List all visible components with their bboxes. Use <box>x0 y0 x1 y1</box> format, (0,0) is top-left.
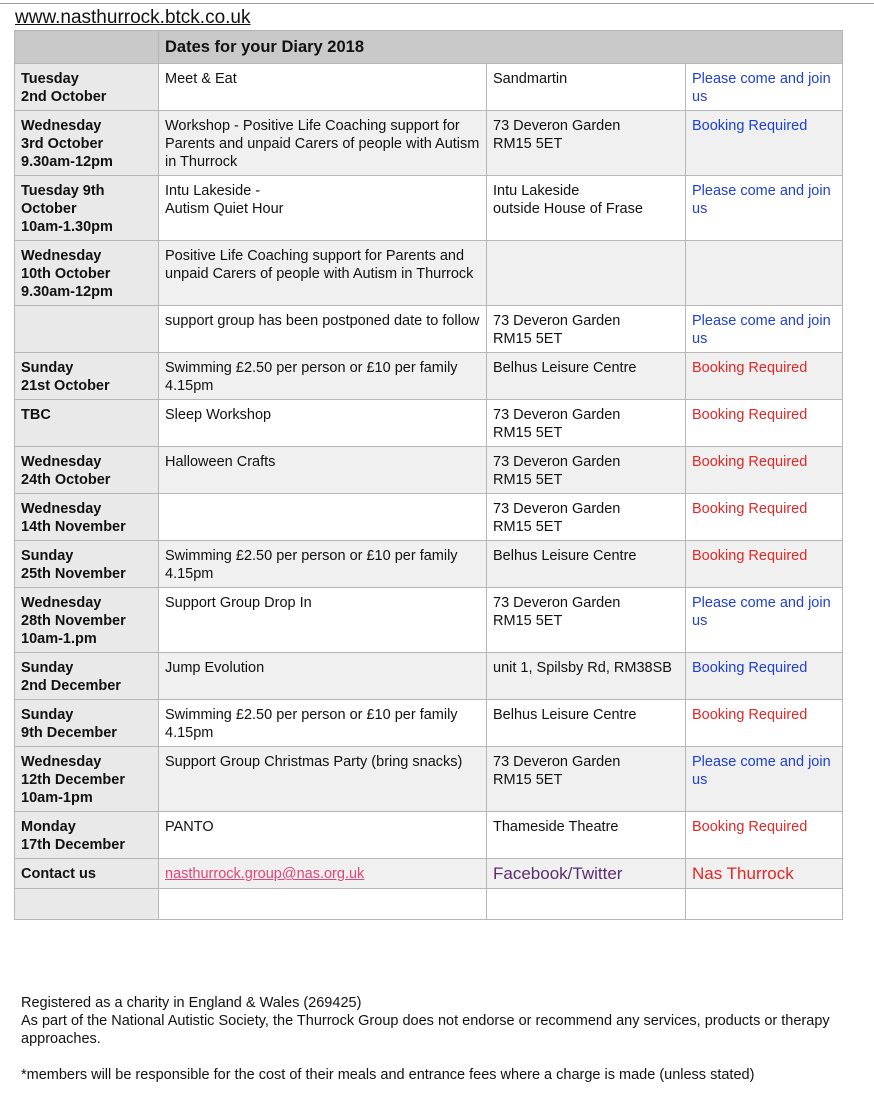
event-note <box>686 241 843 306</box>
event-date: Monday 17th December <box>15 812 159 859</box>
event-venue: Belhus Leisure Centre <box>487 700 686 747</box>
event-title: Support Group Drop In <box>159 588 487 653</box>
table-row <box>15 64 843 111</box>
header-blank-cell <box>15 31 159 64</box>
event-date: Sunday 2nd December <box>15 653 159 700</box>
footer <box>21 994 841 1084</box>
event-title: Meet & Eat <box>159 64 487 111</box>
contact-label: Contact us <box>21 866 96 882</box>
event-title: Swimming £2.50 per person or £10 per family 4.15pm <box>159 700 487 747</box>
event-venue: 73 Deveron Garden RM15 5ET <box>487 447 686 494</box>
event-date: Sunday 9th December <box>15 700 159 747</box>
event-date: TBC <box>15 400 159 447</box>
event-title: Swimming £2.50 per person or £10 per family 4.15pm <box>159 353 487 400</box>
event-venue: 73 Deveron Garden RM15 5ET <box>487 306 686 353</box>
table-row <box>15 812 843 859</box>
event-venue: unit 1, Spilsby Rd, RM38SB <box>487 653 686 700</box>
event-date: Tuesday 9th October 10am-1.30pm <box>15 176 159 241</box>
event-venue: 73 Deveron Garden RM15 5ET <box>487 588 686 653</box>
event-venue: 73 Deveron Garden RM15 5ET <box>487 747 686 812</box>
table-row <box>15 541 843 588</box>
table-row <box>15 747 843 812</box>
event-date: Wednesday 28th November 10am-1.pm <box>15 588 159 653</box>
event-note: Please come and join us <box>686 747 843 812</box>
charity-registration: Registered as a charity in England & Wales (269425) <box>21 995 362 1011</box>
table-row <box>15 176 843 241</box>
event-venue: Belhus Leisure Centre <box>487 541 686 588</box>
event-note: Booking Required <box>686 700 843 747</box>
event-note: Please come and join us <box>686 64 843 111</box>
event-title: Workshop - Positive Life Coaching support for Parents and unpaid Carers of people with Autism in Thurrock <box>159 111 487 176</box>
event-venue: 73 Deveron Garden RM15 5ET <box>487 494 686 541</box>
contact-row <box>15 859 843 889</box>
event-venue <box>487 241 686 306</box>
table-header-row <box>15 31 843 64</box>
empty-cell <box>686 889 843 920</box>
table-row <box>15 400 843 447</box>
table-row <box>15 447 843 494</box>
empty-cell <box>487 889 686 920</box>
event-note: Please come and join us <box>686 176 843 241</box>
table-row <box>15 241 843 306</box>
table-row <box>15 306 843 353</box>
group-name-link-cell <box>686 859 843 889</box>
disclaimer: As part of the National Autistic Society, the Thurrock Group does not endorse or recommend any services, products or therapy approaches. <box>21 1013 830 1047</box>
table-row <box>15 494 843 541</box>
event-venue: Intu Lakeside outside House of Frase <box>487 176 686 241</box>
top-divider <box>0 3 874 4</box>
event-title: Support Group Christmas Party (bring snacks) <box>159 747 487 812</box>
event-note: Booking Required <box>686 111 843 176</box>
event-date: Wednesday 10th October 9.30am-12pm <box>15 241 159 306</box>
event-note: Booking Required <box>686 353 843 400</box>
contact-email-link[interactable]: nasthurrock.group@nas.org.uk <box>165 866 365 882</box>
table-row <box>15 700 843 747</box>
event-title: PANTO <box>159 812 487 859</box>
event-date <box>15 306 159 353</box>
event-title: Jump Evolution <box>159 653 487 700</box>
table-row <box>15 353 843 400</box>
event-note: Booking Required <box>686 400 843 447</box>
event-note: Booking Required <box>686 541 843 588</box>
event-venue: 73 Deveron Garden RM15 5ET <box>487 400 686 447</box>
empty-row <box>15 889 843 920</box>
event-title: Positive Life Coaching support for Parents and unpaid Carers of people with Autism in Thurrock <box>159 241 487 306</box>
empty-cell <box>159 889 487 920</box>
event-venue: Thameside Theatre <box>487 812 686 859</box>
event-date: Sunday 25th November <box>15 541 159 588</box>
event-date: Wednesday 12th December 10am-1pm <box>15 747 159 812</box>
event-date: Wednesday 3rd October 9.30am-12pm <box>15 111 159 176</box>
event-date: Wednesday 14th November <box>15 494 159 541</box>
event-note: Please come and join us <box>686 306 843 353</box>
event-venue: Belhus Leisure Centre <box>487 353 686 400</box>
members-note: *members will be responsible for the cost of their meals and entrance fees where a charge is made (unless stated) <box>21 1067 755 1083</box>
social-link-cell <box>487 859 686 889</box>
event-note: Booking Required <box>686 494 843 541</box>
event-title: Sleep Workshop <box>159 400 487 447</box>
event-note: Booking Required <box>686 447 843 494</box>
event-title: Swimming £2.50 per person or £10 per family 4.15pm <box>159 541 487 588</box>
diary-table <box>14 30 843 920</box>
event-title <box>159 494 487 541</box>
table-title: Dates for your Diary 2018 <box>159 31 843 64</box>
group-name-link[interactable]: Nas Thurrock <box>692 864 794 883</box>
contact-label-cell <box>15 859 159 889</box>
event-date: Sunday 21st October <box>15 353 159 400</box>
event-note: Please come and join us <box>686 588 843 653</box>
event-title: support group has been postponed date to follow <box>159 306 487 353</box>
event-title: Halloween Crafts <box>159 447 487 494</box>
table-row <box>15 588 843 653</box>
event-date: Wednesday 24th October <box>15 447 159 494</box>
site-url-link[interactable]: www.nasthurrock.btck.co.uk <box>15 7 251 28</box>
social-link[interactable]: Facebook/Twitter <box>493 864 623 883</box>
empty-cell <box>15 889 159 920</box>
table-row <box>15 653 843 700</box>
event-date: Tuesday 2nd October <box>15 64 159 111</box>
event-note: Booking Required <box>686 653 843 700</box>
event-title: Intu Lakeside - Autism Quiet Hour <box>159 176 487 241</box>
contact-email-link-cell <box>159 859 487 889</box>
event-note: Booking Required <box>686 812 843 859</box>
table-row <box>15 111 843 176</box>
event-venue: Sandmartin <box>487 64 686 111</box>
event-venue: 73 Deveron Garden RM15 5ET <box>487 111 686 176</box>
